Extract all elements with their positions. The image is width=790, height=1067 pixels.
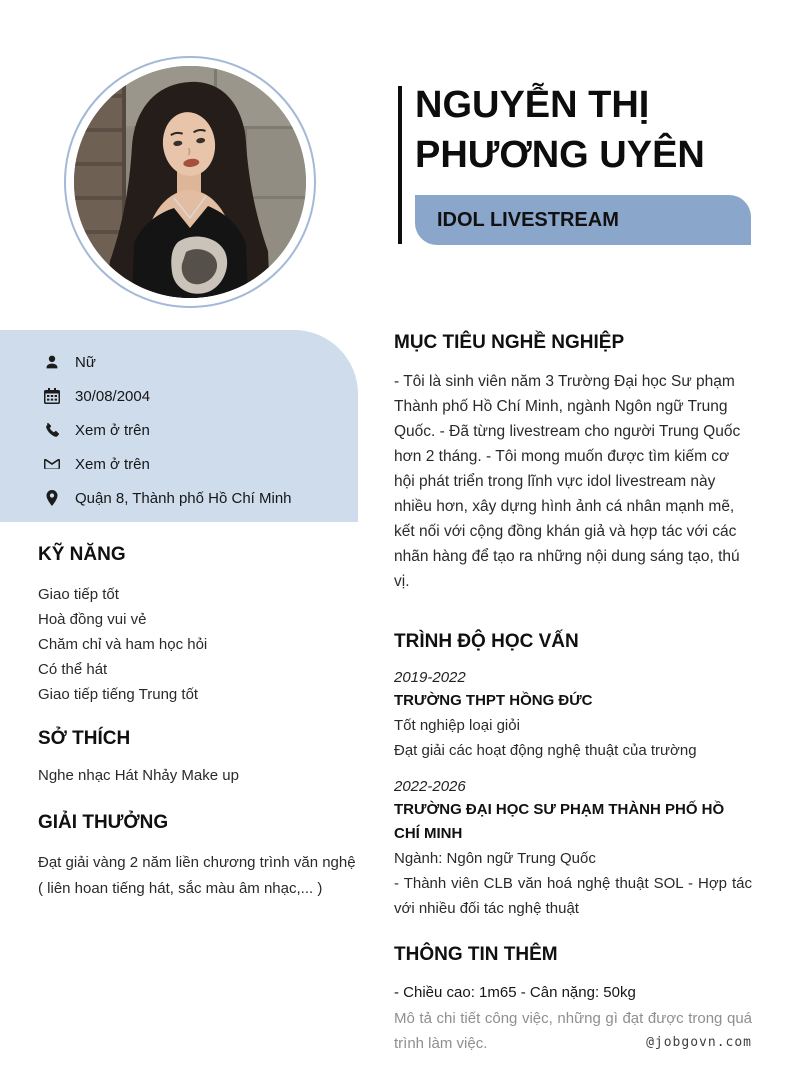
education-entry xyxy=(394,776,752,921)
additional-line2: Mô tả chi tiết công việc, những gì đạt được trong quá trình làm việc. xyxy=(394,1010,752,1052)
phone-value: Xem ở trên xyxy=(75,421,150,439)
gender-value: Nữ xyxy=(75,353,96,371)
additional-line1: - Chiều cao: 1m65 - Cân nặng: 50kg xyxy=(394,984,636,1001)
education-period: 2019-2022 xyxy=(394,669,466,686)
job-title-banner xyxy=(415,195,751,245)
additional-heading: THÔNG TIN THÊM xyxy=(394,944,558,965)
skills-heading: KỸ NĂNG xyxy=(38,544,126,565)
education-school: TRƯỜNG THPT HỒNG ĐỨC xyxy=(394,692,593,709)
left-column xyxy=(38,0,360,902)
skills-list xyxy=(38,582,360,707)
education-heading: TRÌNH ĐỘ HỌC VẤN xyxy=(394,631,579,652)
address-value: Quận 8, Thành phố Hồ Chí Minh xyxy=(75,489,292,507)
objective-text: - Tôi là sinh viên năm 3 Trường Đại học Sư phạm Thành phố Hồ Chí Minh, ngành Ngôn ngữ Trung Quốc. - Đã từng livestream cho người Trung Quốc hơn 2 tháng. - Tôi mong muốn được tìm kiếm cơ hội phát triển trong lĩnh vực idol livestream này nhiều hơn, xây dựng hình ảnh cá nhân mạnh mẽ, kết nối với cộng đồng khán giả và hợp tác với các nhãn hàng để tạo ra những nội dung sáng tạo, thú vị. xyxy=(394,373,741,590)
name-accent-bar xyxy=(398,86,402,244)
skill-item: Có thể hát xyxy=(38,661,108,678)
email-value: Xem ở trên xyxy=(75,455,150,473)
education-detail: Đạt giải các hoạt động nghệ thuật của trường xyxy=(394,742,697,759)
name-block xyxy=(394,80,752,180)
education-entry xyxy=(394,667,752,763)
skill-item: Hoà đồng vui vẻ xyxy=(38,611,147,628)
objective-heading: MỤC TIÊU NGHỀ NGHIỆP xyxy=(394,332,625,353)
job-title: IDOL LIVESTREAM xyxy=(437,209,619,231)
person-name: NGUYỄN THỊ PHƯƠNG UYÊN xyxy=(415,84,705,176)
skill-item: Giao tiếp tốt xyxy=(38,586,119,603)
hobbies-heading: SỞ THÍCH xyxy=(38,728,131,749)
hobbies-text: Nghe nhạc Hát Nhảy Make up xyxy=(38,767,239,784)
education-period: 2022-2026 xyxy=(394,778,466,795)
skill-item: Chăm chỉ và ham học hỏi xyxy=(38,636,208,653)
education-detail: - Thành viên CLB văn hoá nghệ thuật SOL - Hợp tác với nhiều đối tác nghệ thuật xyxy=(394,875,752,917)
watermark: @jobgovn.com xyxy=(646,1035,752,1050)
education-school: TRƯỜNG ĐẠI HỌC SƯ PHẠM THÀNH PHỐ HỒ CHÍ MINH xyxy=(394,801,725,842)
awards-text: Đạt giải vàng 2 năm liền chương trình văn nghệ ( liên hoan tiếng hát, sắc màu âm nhạc,... ) xyxy=(38,854,356,897)
right-column xyxy=(394,0,752,1056)
education-detail: Ngành: Ngôn ngữ Trung Quốc xyxy=(394,850,596,867)
awards-heading: GIẢI THƯỞNG xyxy=(38,812,169,833)
birthdate-value: 30/08/2004 xyxy=(75,387,151,405)
skill-item: Giao tiếp tiếng Trung tốt xyxy=(38,686,199,703)
education-detail: Tốt nghiệp loại giỏi xyxy=(394,717,520,734)
